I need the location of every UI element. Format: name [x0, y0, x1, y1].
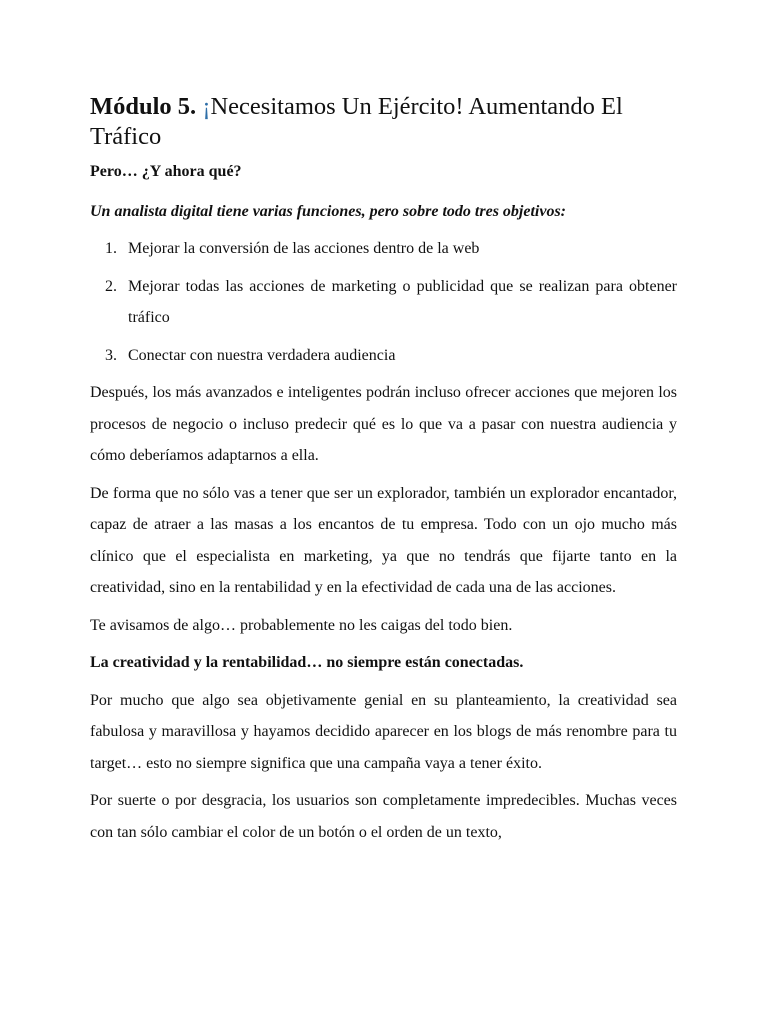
list-item — [90, 233, 677, 265]
list-item-text: Mejorar todas las acciones de marketing o publicidad que se realizan para obtener tráfico — [128, 277, 677, 326]
list-item — [90, 340, 677, 372]
paragraph: Te avisamos de algo… probablemente no les caigas del todo bien. — [90, 616, 513, 634]
paragraph: Por suerte o por desgracia, los usuarios son completamente impredecibles. Muchas veces con tan sólo cambiar el color de un botón o el orden de un texto, — [90, 792, 677, 841]
list-item-text: Mejorar la conversión de las acciones dentro de la web — [128, 240, 480, 257]
module-title-text: Necesitamos Un Ejército! Aumentando El Tráfico — [90, 93, 623, 150]
section-subtitle: Pero… ¿Y ahora qué? — [90, 163, 242, 180]
module-number: Módulo 5. — [90, 93, 197, 120]
document-body — [90, 92, 677, 854]
objectives-list — [90, 233, 677, 371]
paragraph: Después, los más avanzados e inteligentes podrán incluso ofrecer acciones que mejoren los procesos de negocio o incluso predecir qué es lo que va a pasar con nuestra audiencia y cómo deberíamos adaptarnos a ella. — [90, 384, 677, 464]
list-number: 3. — [105, 346, 117, 364]
list-number: 1. — [105, 240, 117, 257]
lead-sentence: Un analista digital tiene varias funciones, pero sobre todo tres objetivos: — [90, 202, 567, 220]
paragraph: Por mucho que algo sea objetivamente genial en su planteamiento, la creatividad sea fabulosa y maravillosa y hayamos decidido aparecer en los blogs de más renombre para tu target… esto no siempre significa que una campaña vaya a tener éxito. — [90, 691, 677, 772]
list-item — [90, 271, 677, 334]
list-item-text: Conectar con nuestra verdadera audiencia — [128, 346, 396, 364]
paragraph: De forma que no sólo vas a tener que ser un explorador, también un explorador encantador, capaz de atraer a las masas a los encantos de tu empresa. Todo con un ojo mucho más clínico que el especialista en marketing, ya que no tendrás que fijarte tanto en la creatividad, sino en la rentabilidad y en la efectividad de cada una de las acciones. — [90, 484, 677, 596]
inverted-exclamation: ¡ — [202, 93, 211, 120]
module-title — [90, 92, 677, 152]
list-number: 2. — [105, 277, 117, 295]
bold-heading-paragraph: La creatividad y la rentabilidad… no siempre están conectadas. — [90, 654, 524, 671]
